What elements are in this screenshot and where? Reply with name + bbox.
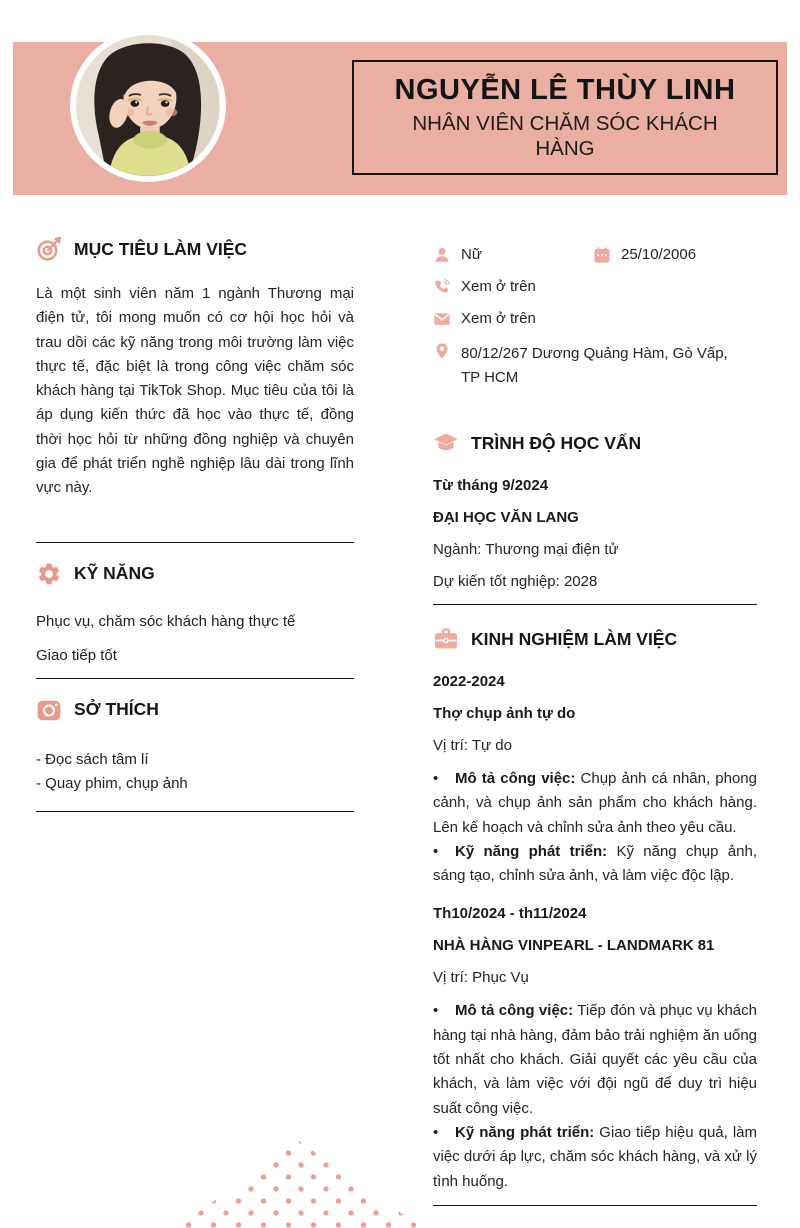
graduation-cap-icon	[433, 430, 459, 456]
bullet-text: Tiếp đón và phục vụ khách hàng tại nhà hàng, đảm bảo trải nghiệm ăn uống tốt nhất cho khách. Giải quyết các yêu cầu của khách, và làm việc với đội ngũ để duy trì hiệu suất công việc.	[433, 1002, 757, 1117]
candidate-name: NGUYỄN LÊ THÙY LINH	[394, 74, 736, 107]
job-bullet	[433, 840, 757, 889]
hobby-item: - Quay phim, chụp ảnh	[36, 774, 188, 792]
bullet-label: Kỹ năng phát triển:	[455, 842, 608, 860]
objective-text: Là một sinh viên năm 1 ngành Thương mại điện tử, tôi mong muốn có cơ hội học hỏi và trau dồi các kỹ năng trong môi trường làm việc thực tế, đặc biệt là trong công việc chăm sóc khách hàng tại TikTok Shop. Mục tiêu của tôi là áp dụng kiến thức đã học vào thực tế, đồng thời học hỏi từ những đồng nghiệp và chuyên gia để phát triển nghề nghiệp lâu dài trong lĩnh vực này.	[36, 285, 354, 497]
phone-value: Xem ở trên	[461, 278, 536, 295]
bullet-label: Mô tả công việc:	[455, 1002, 574, 1020]
hobby-item: - Đọc sách tâm lí	[36, 750, 149, 768]
dotted-triangle-decoration	[176, 1141, 422, 1228]
skills-section-heading	[36, 561, 354, 587]
skill-item: Phục vụ, chăm sóc khách hàng thực tế	[36, 612, 296, 630]
bullet-marker	[433, 767, 455, 791]
gender-value: Nữ	[461, 246, 482, 263]
education-period: Từ tháng 9/2024	[433, 477, 549, 494]
hobby-list	[36, 748, 354, 796]
target-icon	[36, 236, 62, 262]
objective-section-heading	[36, 236, 354, 262]
education-school: ĐẠI HỌC VĂN LANG	[433, 509, 579, 526]
bullet-marker	[433, 999, 455, 1023]
bullet-text: Kỹ năng chụp ảnh, sáng tạo, chỉnh sửa ảnh, và làm việc độc lập.	[433, 842, 757, 885]
job-bullet	[433, 1121, 757, 1194]
job-entry	[433, 905, 757, 1193]
divider	[36, 811, 354, 812]
camera-icon	[36, 697, 62, 723]
envelope-icon	[433, 310, 451, 328]
calendar-icon	[593, 246, 611, 264]
job-bullet	[433, 767, 757, 840]
job-bullet	[433, 999, 757, 1120]
gear-icon	[36, 561, 62, 587]
info-row-phone	[433, 278, 757, 296]
job-entry	[433, 673, 757, 888]
info-row-email	[433, 310, 757, 328]
skills-heading-label: KỸ NĂNG	[74, 563, 155, 584]
bullet-marker	[433, 1121, 455, 1145]
job-title: NHÀ HÀNG VINPEARL - LANDMARK 81	[433, 937, 715, 955]
dob-value: 25/10/2006	[621, 246, 697, 263]
info-row-address	[433, 342, 757, 390]
education-graduation: Dự kiến tốt nghiệp: 2028	[433, 573, 598, 590]
education-heading-label: TRÌNH ĐỘ HỌC VẤN	[471, 432, 642, 453]
bullet-text: Giao tiếp hiệu quả, làm việc dưới áp lực, chăm sóc khách hàng, và xử lý tình huống.	[433, 1123, 758, 1190]
divider	[36, 542, 354, 543]
education-section-heading	[433, 430, 757, 456]
skill-item: Giao tiếp tốt	[36, 646, 117, 664]
candidate-job-title: NHÂN VIÊN CHĂM SÓC KHÁCH HÀNG	[412, 112, 718, 160]
bullet-marker	[433, 840, 455, 864]
job-period: Th10/2024 - th11/2024	[433, 905, 587, 923]
bullet-text: Chụp ảnh cá nhân, phong cảnh, và chụp ảnh sản phẩm cho khách hàng. Lên kế hoạch và chỉnh sửa ảnh theo yêu cầu.	[433, 770, 757, 836]
divider	[433, 604, 757, 605]
profile-photo-illustration	[76, 35, 220, 176]
bullet-label: Kỹ năng phát triển:	[455, 1123, 595, 1141]
job-title: Thợ chụp ảnh tự do	[433, 705, 576, 722]
phone-icon	[433, 278, 451, 296]
name-box	[352, 60, 778, 175]
experience-heading-label: KINH NGHIỆM LÀM VIỆC	[471, 628, 678, 649]
briefcase-icon	[433, 626, 459, 652]
divider	[36, 678, 354, 679]
education-major: Ngành: Thương mại điện tử	[433, 541, 619, 558]
profile-photo	[70, 29, 226, 182]
info-row-gender-dob	[433, 246, 757, 264]
hobbies-section-heading	[36, 697, 354, 723]
person-icon	[433, 246, 451, 264]
experience-section-heading	[433, 626, 757, 652]
address-value: 80/12/267 Dương Quảng Hàm, Gò Vấp, TP HCM	[461, 345, 728, 386]
left-column	[36, 236, 354, 812]
location-pin-icon	[433, 342, 451, 360]
email-value: Xem ở trên	[461, 310, 536, 327]
right-column	[433, 246, 757, 1206]
job-position: Vị trí: Phục Vụ	[433, 969, 529, 987]
bullet-label: Mô tả công việc:	[455, 770, 576, 787]
objective-heading-label: MỤC TIÊU LÀM VIỆC	[74, 238, 248, 259]
job-period: 2022-2024	[433, 673, 505, 690]
divider	[433, 1205, 757, 1206]
hobbies-heading-label: SỞ THÍCH	[74, 699, 159, 720]
job-position: Vị trí: Tự do	[433, 737, 512, 754]
